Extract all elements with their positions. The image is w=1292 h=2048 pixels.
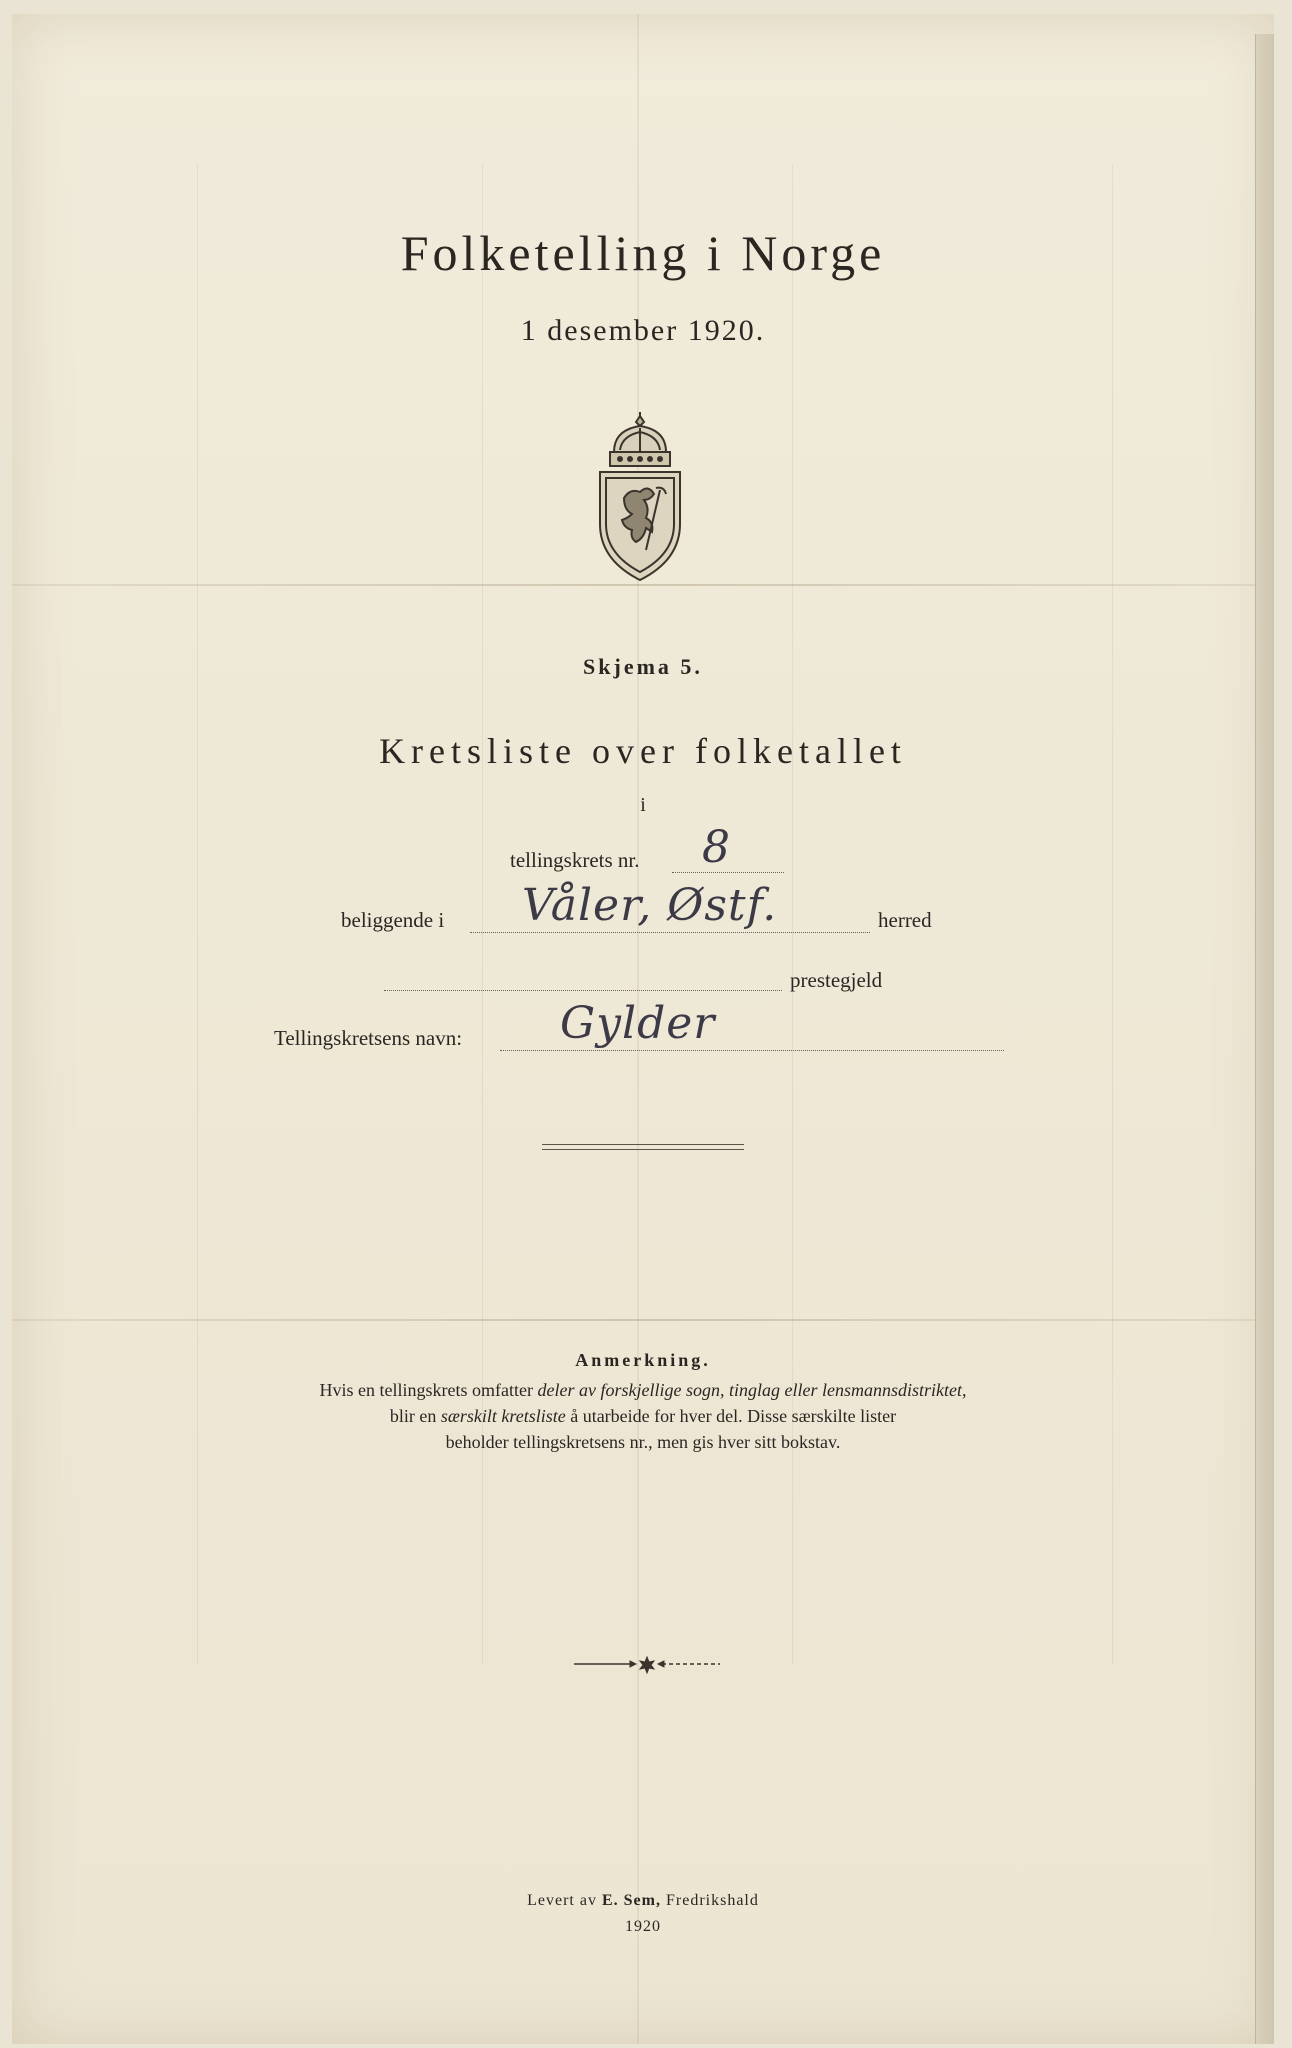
note-line-1-text: Hvis en tellingskrets omfatter: [319, 1380, 538, 1400]
divider-rule: [542, 1149, 744, 1150]
census-date: 1 desember 1920.: [520, 314, 766, 347]
schema-number: Skjema 5.: [583, 654, 703, 679]
divider-rule: [542, 1144, 744, 1145]
printer-year: 1920: [625, 1918, 661, 1935]
printer-city: Fredrikshald: [660, 1892, 759, 1909]
note-line-2-text-a: blir en: [389, 1406, 441, 1426]
norwegian-coat-of-arms-icon: [594, 410, 686, 582]
prestegjeld-label: prestegjeld: [790, 968, 883, 992]
census-form-page: [12, 14, 1274, 2044]
tellingskrets-handwritten-value: 8: [702, 822, 731, 873]
tellingskrets-label: tellingskrets nr.: [510, 848, 640, 872]
beliggende-handwritten-value: Våler, Østf.: [522, 880, 778, 931]
printer-imprint: [12, 1892, 1274, 1910]
form-title: Folketelling i Norge: [400, 225, 886, 281]
prestegjeld-dotted-line: [384, 990, 782, 991]
note-line-2: [12, 1406, 1274, 1427]
printer-prefix: Levert av: [527, 1892, 602, 1909]
ornament-divider-icon: [572, 1654, 722, 1674]
paper-fold-line: [12, 584, 1274, 586]
kretsnavn-dotted-line: [500, 1050, 1004, 1051]
note-line-1-italic: deler av forskjellige sogn, tinglag eller lensmannsdistriktet,: [537, 1380, 967, 1400]
printer-name: E. Sem,: [601, 1892, 661, 1909]
note-line-2-text-b: å utarbeide for hver del. Disse særskilte lister: [565, 1406, 897, 1426]
beliggende-label: beliggende i: [341, 908, 445, 932]
paper-fold-line: [12, 1319, 1274, 1321]
form-subtitle: Kretsliste over folketallet: [379, 731, 907, 771]
beliggende-dotted-line: [470, 932, 870, 933]
preposition-text: i: [640, 794, 646, 816]
note-line-1: [12, 1380, 1274, 1401]
herred-label: herred: [878, 908, 932, 932]
note-line-3: beholder tellingskretsens nr., men gis hver sitt bokstav.: [445, 1432, 841, 1452]
kretsnavn-label: Tellingskretsens navn:: [274, 1026, 463, 1050]
note-heading: Anmerkning.: [575, 1350, 711, 1370]
note-line-2-italic: særskilt kretsliste: [440, 1406, 566, 1426]
kretsnavn-handwritten-value: Gylder: [560, 998, 716, 1049]
